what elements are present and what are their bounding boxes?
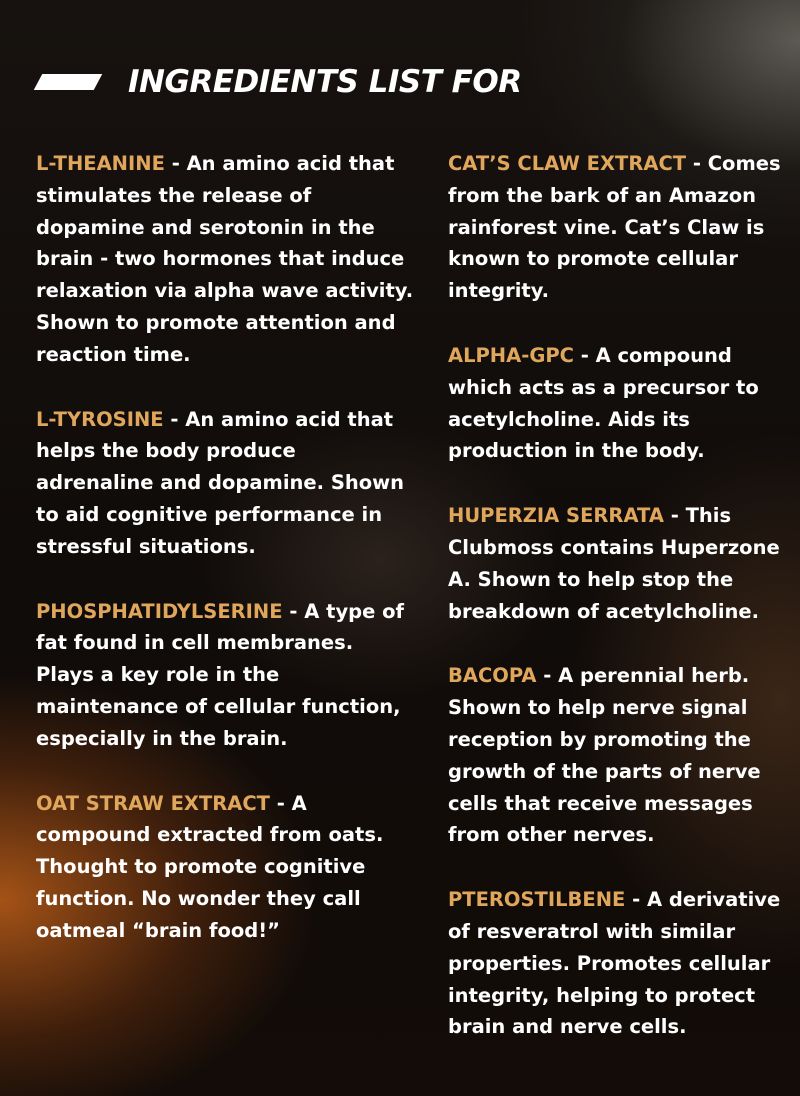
ingredient-entry: BACOPA - A perennial herb. Shown to help nerve signal reception by promoting the growth of the parts of nerve cells that receive messages from other nerves. <box>448 664 761 847</box>
right-ingredient-column <box>448 148 788 1076</box>
ingredient-description: A derivative of resveratrol with similar properties. Promotes cellular integrity, helping to protect brain and nerve cells. <box>448 888 781 1039</box>
ingredient-description: An amino acid that helps the body produce adrenaline and dopamine. Shown to aid cognitive performance in stressful situations. <box>36 407 405 558</box>
left-ingredient-column <box>36 148 416 980</box>
ingredient-name: CAT’S CLAW EXTRACT <box>448 152 687 175</box>
ingredient-name: ALPHA-GPC <box>448 343 574 367</box>
page-title: INGREDIENTS LIST FOR <box>128 64 522 100</box>
ingredient-description: A perennial herb. Shown to help nerve signal reception by promoting the growth of the parts of nerve cells that receive messages from other nerves. <box>448 664 761 847</box>
ingredient-name: OAT STRAW EXTRACT <box>36 791 270 815</box>
ingredient-entry: PTEROSTILBENE - A derivative of resveratrol with similar properties. Promotes cellular integrity, helping to protect brain and nerve cells. <box>448 888 781 1039</box>
ingredient-name: PHOSPHATIDYLSERINE <box>36 599 283 623</box>
ingredient-description: This Clubmoss contains Huperzone A. Shown to help stop the breakdown of acetylcholine. <box>448 504 780 623</box>
ingredient-name: L-TYROSINE <box>36 407 164 431</box>
header <box>38 60 522 104</box>
ingredient-description: An amino acid that stimulates the release of dopamine and serotonin in the brain - two hormones that induce relaxation via alpha wave activity. Shown to promote attention and reaction time. <box>36 152 414 366</box>
ingredient-entry: CAT’S CLAW EXTRACT - Comes from the bark of an Amazon rainforest vine. Cat’s Claw is known to promote cellular integrity. <box>448 152 781 303</box>
ingredient-name: L-THEANINE <box>36 152 165 175</box>
ingredient-entry: L-TYROSINE - An amino acid that helps the body produce adrenaline and dopamine. Shown to aid cognitive performance in stressful situations. <box>36 407 405 558</box>
ingredient-description: A type of fat found in cell membranes. Plays a key role in the maintenance of cellular function, especially in the brain. <box>36 599 405 750</box>
slash-bar-icon <box>34 74 103 90</box>
ingredient-description: A compound extracted from oats. Thought to promote cognitive function. No wonder they call oatmeal “brain food!” <box>36 791 384 942</box>
ingredient-entry: L-THEANINE - An amino acid that stimulates the release of dopamine and serotonin in the brain - two hormones that induce relaxation via alpha wave activity. Shown to promote attention and reaction time. <box>36 152 414 366</box>
ingredient-entry: ALPHA-GPC - A compound which acts as a precursor to acetylcholine. Aids its production in the body. <box>448 343 759 463</box>
ingredient-entry: PHOSPHATIDYLSERINE - A type of fat found in cell membranes. Plays a key role in the maintenance of cellular function, especially in the brain. <box>36 599 405 750</box>
ingredient-description: Comes from the bark of an Amazon rainforest vine. Cat’s Claw is known to promote cellular integrity. <box>448 152 781 303</box>
ingredient-name: PTEROSTILBENE <box>448 888 626 912</box>
ingredient-entry: HUPERZIA SERRATA - This Clubmoss contains Huperzone A. Shown to help stop the breakdown of acetylcholine. <box>448 504 780 623</box>
ingredient-description: A compound which acts as a precursor to acetylcholine. Aids its production in the body. <box>448 343 759 463</box>
ingredient-entry: OAT STRAW EXTRACT - A compound extracted from oats. Thought to promote cognitive function. No wonder they call oatmeal “brain food!” <box>36 791 384 942</box>
ingredient-name: HUPERZIA SERRATA <box>448 504 664 528</box>
ingredient-name: BACOPA <box>448 664 537 688</box>
